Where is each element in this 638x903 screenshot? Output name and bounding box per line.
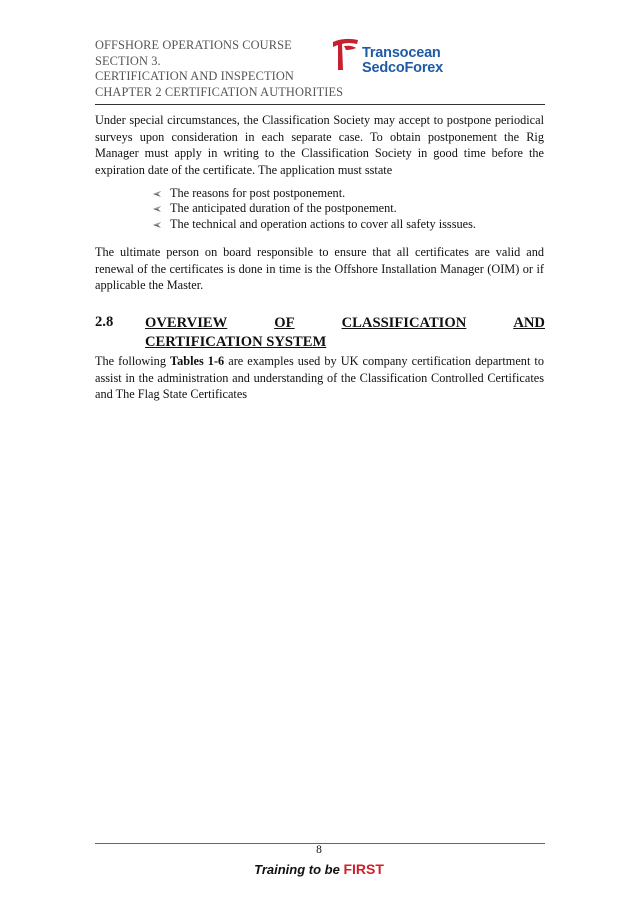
arrow-bullet-icon bbox=[152, 220, 162, 230]
arrow-bullet-icon bbox=[152, 204, 162, 214]
section-heading-word: OF bbox=[274, 315, 295, 331]
tagline-prefix: Training to be bbox=[254, 862, 344, 877]
header-line-course: OFFSHORE OPERATIONS COURSE bbox=[95, 38, 292, 52]
tables-reference: Tables 1-6 bbox=[170, 354, 225, 368]
section-heading bbox=[145, 314, 545, 351]
header-divider bbox=[95, 104, 545, 105]
logo-text-sedcoforex: SedcoForex bbox=[362, 60, 443, 76]
tagline-accent: FIRST bbox=[343, 861, 384, 877]
paragraph-tables-intro bbox=[95, 353, 544, 403]
section-heading-word: CLASSIFICATION bbox=[341, 315, 467, 331]
list-item bbox=[152, 186, 476, 201]
arrow-bullet-icon bbox=[152, 189, 162, 199]
list-item bbox=[152, 217, 476, 232]
header-line-chapter: CHAPTER 2 CERTIFICATION AUTHORITIES bbox=[95, 84, 344, 99]
list-item-text: The technical and operation actions to cover all safety isssues. bbox=[170, 216, 476, 231]
section-heading-line2: CERTIFICATION SYSTEM bbox=[145, 333, 327, 350]
paragraph-responsibility: The ultimate person on board responsible to ensure that all certificates are valid and renewal of the certificates is done in time is the Offshore Installation Manager (OIM) or if applicable the Master. bbox=[95, 245, 544, 293]
section-heading-word: AND bbox=[513, 315, 545, 331]
paragraph-text: The following bbox=[95, 354, 171, 368]
document-header bbox=[95, 38, 355, 100]
paragraph-text: are examples used by UK company certification department to assist in the administration and understanding of the Classification Controlled Certificates and The Flag State Certificates bbox=[95, 354, 544, 402]
section-heading-word: OVERVIEW bbox=[145, 315, 228, 331]
paragraph-postponement: Under special circumstances, the Classification Society may accept to postpone periodical surveys upon consideration in each separate case. To obtain postponement the Rig Manager must apply in writing to the Classification Society in good time before the expiration date of the certificate. The application must sstate bbox=[95, 113, 544, 177]
footer-tagline bbox=[0, 861, 638, 877]
section-number: 2.8 bbox=[95, 314, 114, 330]
list-item-text: The reasons for post postponement. bbox=[170, 186, 346, 200]
list-item bbox=[152, 201, 476, 216]
list-item-text: The anticipated duration of the postponement. bbox=[170, 201, 397, 216]
page-number: 8 bbox=[316, 844, 322, 856]
header-line-topic: CERTIFICATION AND INSPECTION bbox=[95, 69, 294, 84]
transocean-mark-icon bbox=[330, 36, 362, 74]
requirements-list bbox=[152, 186, 476, 232]
company-logo bbox=[330, 36, 450, 76]
logo-text-transocean: Transocean bbox=[362, 45, 441, 61]
header-line-section: SECTION 3. bbox=[95, 53, 161, 68]
